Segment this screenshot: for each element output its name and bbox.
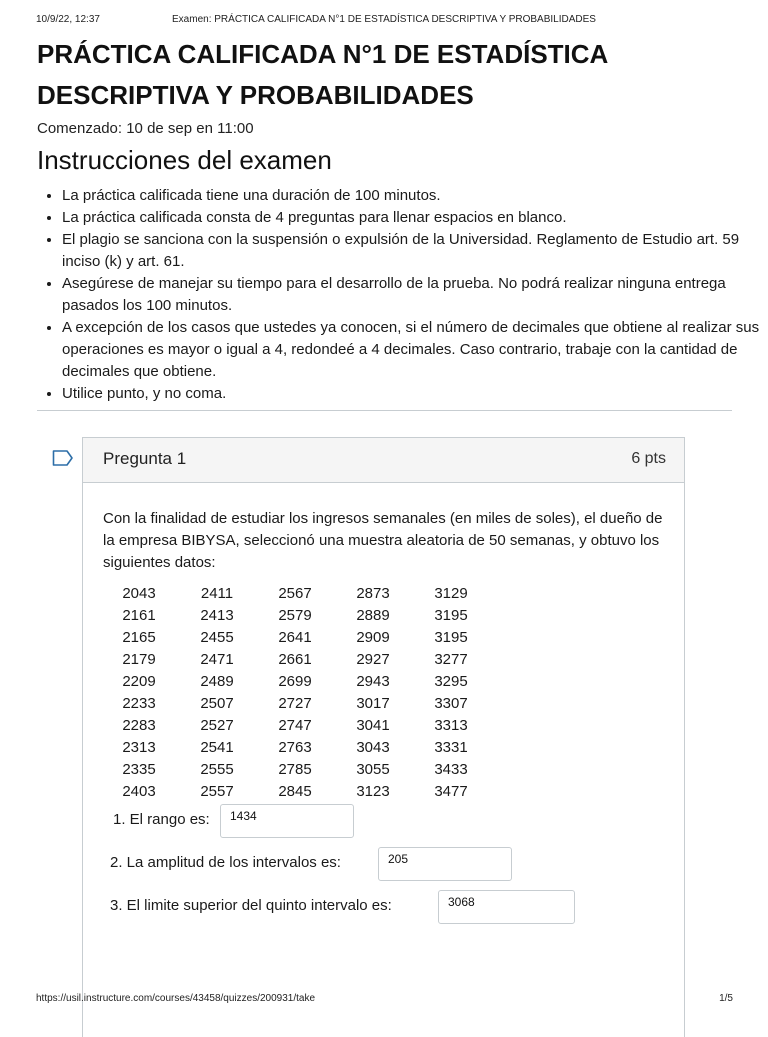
data-cell: 2927	[356, 651, 390, 668]
data-row	[100, 583, 490, 605]
instruction-item: • La práctica calificada consta de 4 preguntas para llenar espacios en blanco.	[62, 207, 762, 229]
data-cell: 3307	[434, 695, 468, 712]
data-cell: 2567	[278, 585, 312, 602]
data-cell: 2557	[200, 783, 234, 800]
instruction-item: • La práctica calificada tiene una duración de 100 minutos.	[62, 185, 762, 207]
data-cell: 2313	[122, 739, 156, 756]
data-cell: 2233	[122, 695, 156, 712]
data-table	[100, 583, 490, 803]
instruction-item: • El plagio se sanciona con la suspensión o expulsión de la Universidad. Reglamento de Estudio art. 59 inciso (k) y art. 61.	[62, 229, 762, 273]
data-row	[100, 715, 490, 737]
question-points: 6 pts	[631, 450, 666, 467]
data-cell: 2411	[200, 585, 234, 602]
data-cell: 2909	[356, 629, 390, 646]
data-cell: 2541	[200, 739, 234, 756]
data-cell: 2641	[278, 629, 312, 646]
data-row	[100, 781, 490, 803]
data-cell: 3195	[434, 629, 468, 646]
started-timestamp: Comenzado: 10 de sep en 11:00	[37, 120, 254, 137]
data-cell: 3043	[356, 739, 390, 756]
data-cell: 3295	[434, 673, 468, 690]
question-header	[83, 438, 684, 483]
instructions-heading: Instrucciones del examen	[37, 145, 332, 175]
instruction-item: • Asegúrese de manejar su tiempo para el desarrollo de la prueba. No podrá realizar ninguna entrega pasados los 100 minutos.	[62, 273, 762, 317]
flag-question-icon[interactable]	[52, 449, 74, 467]
data-cell: 3123	[356, 783, 390, 800]
print-footer	[0, 993, 768, 1009]
data-cell: 3129	[434, 585, 468, 602]
data-row	[100, 759, 490, 781]
quiz-title: PRÁCTICA CALIFICADA N°1 DE ESTADÍSTICA DESCRIPTIVA Y PROBABILIDADES	[37, 39, 608, 110]
data-row	[100, 671, 490, 693]
data-cell: 2161	[122, 607, 156, 624]
question-name: Pregunta 1	[103, 449, 187, 468]
data-cell: 2661	[278, 651, 312, 668]
answer-row-limite-superior	[110, 890, 580, 924]
data-cell: 2889	[356, 607, 390, 624]
data-cell: 2335	[122, 761, 156, 778]
data-cell: 2785	[278, 761, 312, 778]
data-cell: 2489	[200, 673, 234, 690]
data-row	[100, 627, 490, 649]
print-url: https://usil.instructure.com/courses/43458/quizzes/200931/take	[36, 993, 316, 1004]
data-cell: 3277	[434, 651, 468, 668]
instruction-item: • A excepción de los casos que ustedes ya conocen, si el número de decimales que obtiene al realizar sus operaciones es mayor o igual a 4, redondeé a 4 decimales. Caso contrario, trabaje con la cantidad de decimales que obtiene.	[62, 317, 762, 383]
question-card	[82, 437, 685, 1037]
data-cell: 3055	[356, 761, 390, 778]
data-cell: 2873	[356, 585, 390, 602]
data-row	[100, 693, 490, 715]
rango-input[interactable]	[220, 804, 354, 838]
data-cell: 3313	[434, 717, 468, 734]
data-cell: 3041	[356, 717, 390, 734]
data-cell: 2555	[200, 761, 234, 778]
data-cell: 2845	[278, 783, 312, 800]
data-cell: 2579	[278, 607, 312, 624]
instructions-list	[37, 185, 762, 405]
data-cell: 2179	[122, 651, 156, 668]
data-cell: 3195	[434, 607, 468, 624]
answer-label: 2. La amplitud de los intervalos es:	[110, 854, 341, 871]
question-text: Con la finalidad de estudiar los ingresos semanales (en miles de soles), el dueño de la empresa BIBYSA, seleccionó una muestra aleatoria de 50 semanas, y obtuvo los siguientes datos:	[103, 510, 663, 571]
answer-row-rango	[113, 804, 373, 838]
data-cell: 2283	[122, 717, 156, 734]
print-header	[0, 14, 768, 30]
instruction-item: • Utilice punto, y no coma.	[62, 383, 762, 405]
data-cell: 2043	[122, 585, 156, 602]
answer-label: 3. El limite superior del quinto intervalo es:	[110, 897, 392, 914]
data-cell: 2209	[122, 673, 156, 690]
data-cell: 3433	[434, 761, 468, 778]
data-cell: 2403	[122, 783, 156, 800]
data-cell: 2471	[200, 651, 234, 668]
data-cell: 2763	[278, 739, 312, 756]
data-cell: 2727	[278, 695, 312, 712]
amplitud-input[interactable]	[378, 847, 512, 881]
print-page-number: 1/5	[719, 993, 733, 1004]
data-cell: 2527	[200, 717, 234, 734]
data-row	[100, 737, 490, 759]
answer-label: 1. El rango es:	[113, 811, 210, 828]
limite-superior-input[interactable]	[438, 890, 575, 924]
data-cell: 2699	[278, 673, 312, 690]
data-row	[100, 605, 490, 627]
data-cell: 2455	[200, 629, 234, 646]
data-cell: 3331	[434, 739, 468, 756]
print-page-title: Examen: PRÁCTICA CALIFICADA N°1 DE ESTADÍSTICA DESCRIPTIVA Y PROBABILIDADES	[172, 14, 596, 25]
data-row	[100, 649, 490, 671]
data-cell: 2943	[356, 673, 390, 690]
data-cell: 2747	[278, 717, 312, 734]
data-cell: 2507	[200, 695, 234, 712]
data-cell: 3017	[356, 695, 390, 712]
data-cell: 3477	[434, 783, 468, 800]
section-divider	[37, 410, 732, 411]
data-cell: 2413	[200, 607, 234, 624]
answer-row-amplitud	[110, 847, 530, 881]
print-datetime: 10/9/22, 12:37	[36, 14, 100, 25]
data-cell: 2165	[122, 629, 156, 646]
